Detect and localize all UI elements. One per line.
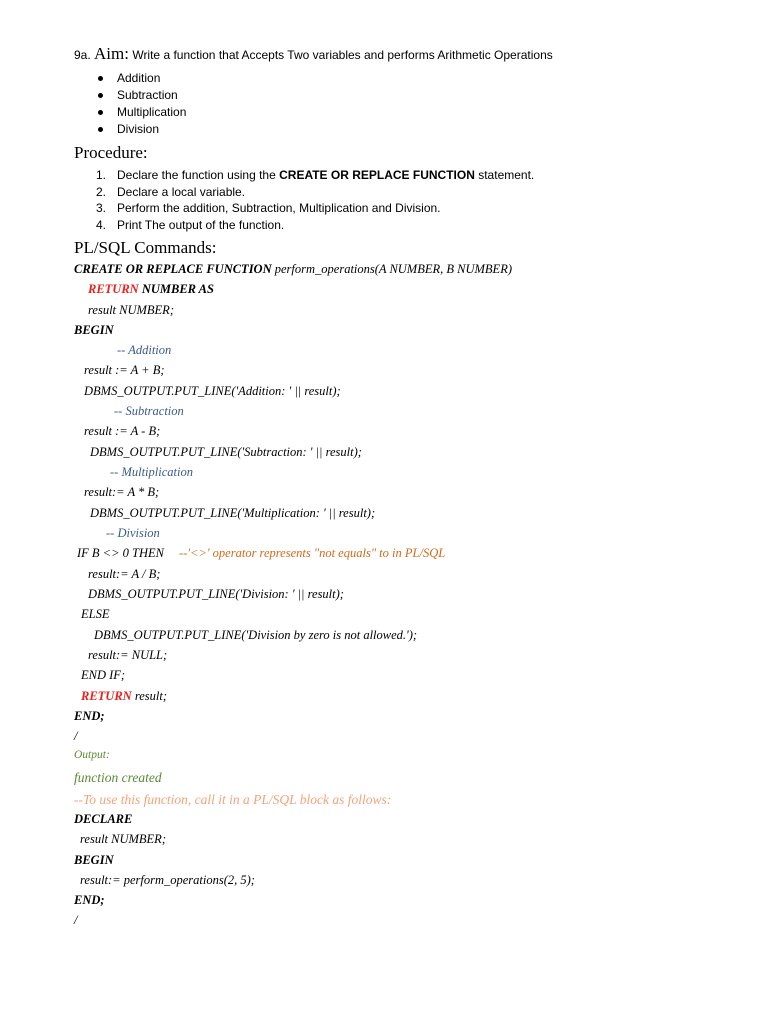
code-line: DBMS_OUTPUT.PUT_LINE('Division by zero is not allowed.'); [94, 628, 418, 642]
code-line: / [74, 913, 78, 927]
code-comment: --'<>' operator represents "not equals" to in PL/SQL [179, 546, 446, 560]
list-item: 2. Declare a local variable. [96, 184, 246, 199]
code-line: result := A + B; [84, 363, 165, 377]
list-item: 3. Perform the addition, Subtraction, Multiplication and Division. [96, 201, 441, 216]
code-line: result := A - B; [84, 424, 161, 438]
procedure-heading: Procedure: [74, 143, 148, 162]
code-line: result:= A / B; [88, 567, 161, 581]
list-item: Multiplication [96, 104, 186, 121]
code-line: / [74, 729, 78, 743]
code-line: result:= A * B; [84, 485, 160, 499]
code-line: DBMS_OUTPUT.PUT_LINE('Division: ' || result); [88, 587, 344, 601]
list-item: Subtraction [96, 87, 186, 104]
code-line: DECLARE [74, 812, 133, 826]
list-item: Division [96, 121, 186, 138]
operations-list [96, 70, 186, 138]
aim-label: Aim: [94, 44, 129, 63]
code-line: result:= NULL; [88, 648, 168, 662]
code-line: DBMS_OUTPUT.PUT_LINE('Subtraction: ' || result); [90, 445, 362, 459]
list-item: 1. Declare the function using the CREATE OR REPLACE FUNCTION statement. [96, 168, 535, 182]
code-comment: -- Addition [117, 343, 172, 357]
code-line: BEGIN [74, 853, 114, 867]
code-comment: -- Division [106, 526, 160, 540]
code-line: ELSE [81, 607, 110, 621]
code-comment: -- Multiplication [110, 465, 193, 479]
code-line: result:= perform_operations(2, 5); [80, 873, 255, 887]
aim-line [74, 44, 553, 64]
code-line: result NUMBER; [88, 303, 174, 317]
code-line: END; [74, 893, 105, 907]
list-item: Addition [96, 70, 186, 87]
aim-number: 9a. [74, 48, 91, 62]
code-line: result NUMBER; [80, 832, 166, 846]
output-message: function created [74, 770, 162, 785]
procedure-steps [96, 167, 534, 234]
output-label: Output: [74, 749, 110, 761]
plsql-commands-heading: PL/SQL Commands: [74, 238, 217, 257]
list-item: 4. Print The output of the function. [96, 218, 285, 233]
code-line: DBMS_OUTPUT.PUT_LINE('Multiplication: ' || result); [90, 506, 376, 520]
code-line: CREATE OR REPLACE FUNCTION perform_operations(A NUMBER, B NUMBER) [74, 262, 512, 276]
usage-comment: --To use this function, call it in a PL/SQL block as follows: [74, 792, 392, 807]
code-line: RETURN NUMBER AS [88, 282, 214, 296]
code-line: RETURN result; [81, 689, 167, 703]
code-line: END IF; [81, 668, 126, 682]
code-line: IF B <> 0 THEN --'<>' operator represents "not equals" to in PL/SQL [77, 546, 446, 560]
code-comment: -- Subtraction [114, 404, 184, 418]
code-line: BEGIN [74, 323, 114, 337]
code-line: DBMS_OUTPUT.PUT_LINE('Addition: ' || result); [84, 384, 341, 398]
code-line: END; [74, 709, 105, 723]
aim-text: Write a function that Accepts Two variables and performs Arithmetic Operations [132, 48, 553, 62]
